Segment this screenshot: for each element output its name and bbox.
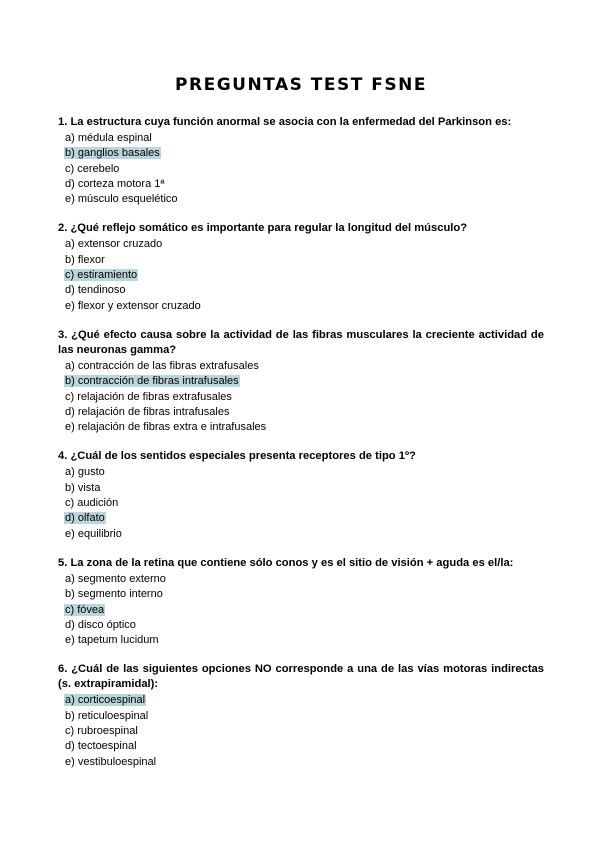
- question-text: 6. ¿Cuál de las siguientes opciones NO corresponde a una de las vías motoras indirectas (s. extrapiramidal):: [58, 663, 544, 691]
- question-text: 1. La estructura cuya función anormal se asocia con la enfermedad del Parkinson es:: [58, 116, 512, 128]
- option-c-correct: c) estiramiento: [65, 269, 138, 282]
- question-4: [58, 449, 544, 541]
- option-c: c) rubroespinal: [65, 725, 138, 738]
- option-e: e) músculo esquelético: [65, 193, 178, 206]
- option-c: c) relajación de fibras extrafusales: [65, 390, 232, 403]
- options-list: [58, 465, 544, 541]
- option-e: e) vestibuloespinal: [65, 755, 157, 768]
- option-d: d) tectoespinal: [65, 740, 137, 753]
- option-d: d) tendinoso: [65, 284, 126, 297]
- question-text: 2. ¿Qué reflejo somático es importante para regular la longitud del músculo?: [58, 222, 468, 235]
- question-text: 3. ¿Qué efecto causa sobre la actividad de las fibras musculares la creciente actividad de las neuronas gamma?: [58, 328, 544, 356]
- option-a-correct: a) corticoespinal: [65, 694, 146, 707]
- option-d: d) corteza motora 1ª: [65, 177, 165, 190]
- option-b: b) vista: [65, 481, 101, 494]
- option-a: a) gusto: [65, 466, 105, 479]
- option-e: e) tapetum lucidum: [65, 634, 159, 647]
- question-text: 5. La zona de la retina que contiene sólo conos y es el sitio de visión + aguda es el/la:: [58, 556, 514, 569]
- question-5: [58, 556, 544, 648]
- option-b-correct: b) ganglios basales: [65, 147, 160, 160]
- option-c-correct: c) fóvea: [65, 603, 105, 616]
- question-1: [58, 115, 544, 207]
- page-title: PREGUNTAS TEST FSNE: [175, 75, 427, 95]
- question-3: [58, 328, 544, 435]
- option-b-correct: b) contracción de fibras intrafusales: [65, 375, 239, 388]
- options-list: [58, 237, 544, 313]
- option-c: c) audición: [65, 497, 119, 510]
- options-list: [58, 359, 544, 435]
- option-a: a) segmento externo: [65, 572, 166, 585]
- option-a: a) médula espinal: [65, 132, 152, 144]
- option-c: c) cerebelo: [65, 162, 120, 175]
- options-list: [58, 131, 544, 207]
- question-2: [58, 221, 544, 313]
- question-text: 4. ¿Cuál de los sentidos especiales presenta receptores de tipo 1º?: [58, 450, 416, 463]
- option-d: d) disco óptico: [65, 618, 136, 631]
- option-d: d) relajación de fibras intrafusales: [65, 405, 230, 418]
- option-a: a) extensor cruzado: [65, 238, 163, 251]
- options-list: [58, 693, 544, 769]
- question-6: [58, 662, 544, 769]
- option-d-correct: d) olfato: [65, 512, 105, 525]
- option-b: b) segmento interno: [65, 588, 163, 601]
- option-e: e) relajación de fibras extra e intrafusales: [65, 421, 267, 434]
- option-e: e) flexor y extensor cruzado: [65, 299, 201, 312]
- option-e: e) equilibrio: [65, 527, 122, 540]
- option-a: a) contracción de las fibras extrafusales: [65, 359, 259, 372]
- option-b: b) flexor: [65, 253, 105, 266]
- options-list: [58, 572, 544, 648]
- option-b: b) reticuloespinal: [65, 709, 149, 722]
- document-page: [58, 74, 544, 784]
